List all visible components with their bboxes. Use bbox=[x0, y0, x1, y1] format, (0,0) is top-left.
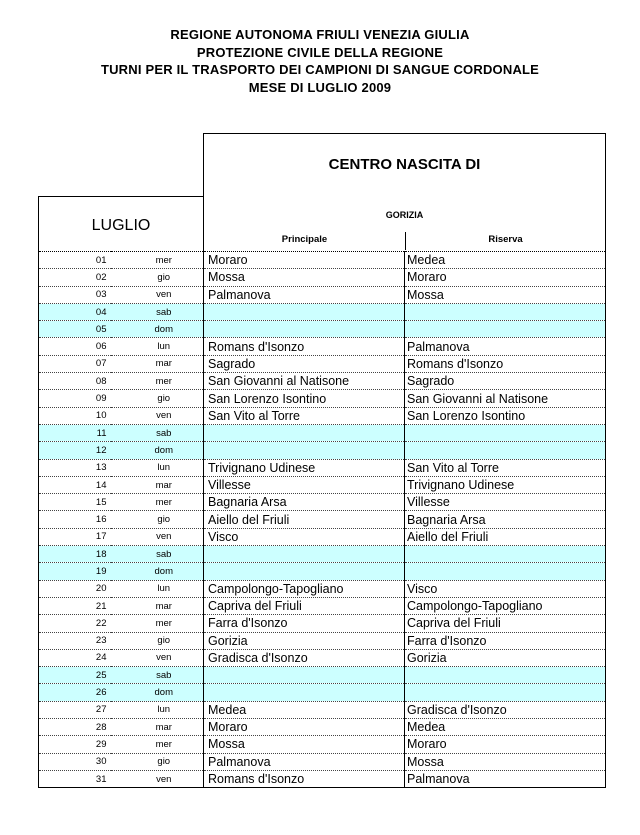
riserva-cell: Mossa bbox=[405, 753, 606, 770]
principale-cell bbox=[204, 442, 405, 459]
riserva-cell: Medea bbox=[405, 719, 606, 736]
title-department: PROTEZIONE CIVILE DELLA REGIONE bbox=[196, 44, 444, 60]
day-number: 12 bbox=[39, 442, 111, 459]
day-number: 07 bbox=[39, 355, 111, 372]
principale-cell: Palmanova bbox=[204, 753, 405, 770]
table-row bbox=[39, 546, 606, 563]
day-number: 05 bbox=[39, 321, 111, 338]
schedule-table bbox=[38, 251, 606, 788]
day-number: 18 bbox=[39, 546, 111, 563]
principale-cell: Moraro bbox=[204, 719, 405, 736]
weekday: sab bbox=[111, 303, 204, 320]
riserva-cell: Moraro bbox=[405, 269, 606, 286]
day-number: 20 bbox=[39, 580, 111, 597]
weekday: sab bbox=[111, 546, 204, 563]
day-number: 30 bbox=[39, 753, 111, 770]
principale-cell bbox=[204, 546, 405, 563]
title-subject: TURNI PER IL TRASPORTO DEI CAMPIONI DI SANGUE CORDONALE bbox=[100, 62, 540, 77]
day-number: 06 bbox=[39, 338, 111, 355]
riserva-cell: Visco bbox=[405, 580, 606, 597]
principale-cell bbox=[204, 667, 405, 684]
principale-cell bbox=[204, 563, 405, 580]
weekday: ven bbox=[111, 528, 204, 545]
day-number: 16 bbox=[39, 511, 111, 528]
table-row bbox=[39, 424, 606, 441]
month-header bbox=[38, 196, 203, 251]
table-row bbox=[39, 252, 606, 269]
weekday: lun bbox=[111, 338, 204, 355]
table-row bbox=[39, 770, 606, 787]
principale-cell bbox=[204, 424, 405, 441]
weekday: sab bbox=[111, 424, 204, 441]
table-row bbox=[39, 719, 606, 736]
riserva-cell bbox=[405, 424, 606, 441]
weekday: ven bbox=[111, 770, 204, 787]
principale-cell bbox=[204, 321, 405, 338]
principale-cell bbox=[204, 303, 405, 320]
table-row bbox=[39, 632, 606, 649]
principale-cell: Aiello del Friuli bbox=[204, 511, 405, 528]
document-title bbox=[0, 26, 640, 96]
day-number: 13 bbox=[39, 459, 111, 476]
table-row bbox=[39, 286, 606, 303]
table-row bbox=[39, 459, 606, 476]
weekday: mar bbox=[111, 476, 204, 493]
riserva-cell: Palmanova bbox=[405, 338, 606, 355]
principale-cell: San Vito al Torre bbox=[204, 407, 405, 424]
riserva-cell: Romans d'Isonzo bbox=[405, 355, 606, 372]
table-row bbox=[39, 580, 606, 597]
weekday: mar bbox=[111, 597, 204, 614]
day-number: 28 bbox=[39, 719, 111, 736]
day-number: 19 bbox=[39, 563, 111, 580]
riserva-cell: San Vito al Torre bbox=[405, 459, 606, 476]
day-number: 09 bbox=[39, 390, 111, 407]
riserva-cell: Capriva del Friuli bbox=[405, 615, 606, 632]
riserva-cell: Medea bbox=[405, 252, 606, 269]
day-number: 10 bbox=[39, 407, 111, 424]
principale-cell: Farra d'Isonzo bbox=[204, 615, 405, 632]
riserva-cell: Moraro bbox=[405, 736, 606, 753]
weekday: lun bbox=[111, 459, 204, 476]
weekday: dom bbox=[111, 684, 204, 701]
day-number: 02 bbox=[39, 269, 111, 286]
table-row bbox=[39, 373, 606, 390]
table-row bbox=[39, 701, 606, 718]
table-row bbox=[39, 528, 606, 545]
table-row bbox=[39, 390, 606, 407]
table-row bbox=[39, 355, 606, 372]
riserva-cell bbox=[405, 667, 606, 684]
day-number: 22 bbox=[39, 615, 111, 632]
day-number: 25 bbox=[39, 667, 111, 684]
riserva-cell: Sagrado bbox=[405, 373, 606, 390]
weekday: mer bbox=[111, 252, 204, 269]
table-row bbox=[39, 649, 606, 666]
title-region: REGIONE AUTONOMA FRIULI VENEZIA GIULIA bbox=[170, 27, 470, 42]
table-row bbox=[39, 511, 606, 528]
table-row bbox=[39, 684, 606, 701]
riserva-cell bbox=[405, 563, 606, 580]
day-number: 24 bbox=[39, 649, 111, 666]
riserva-cell bbox=[405, 321, 606, 338]
day-number: 08 bbox=[39, 373, 111, 390]
principale-cell: San Giovanni al Natisone bbox=[204, 373, 405, 390]
riserva-cell: Bagnaria Arsa bbox=[405, 511, 606, 528]
col-riserva-header: Riserva bbox=[405, 232, 605, 250]
weekday: lun bbox=[111, 701, 204, 718]
principale-cell: Visco bbox=[204, 528, 405, 545]
riserva-cell: Mossa bbox=[405, 286, 606, 303]
day-number: 26 bbox=[39, 684, 111, 701]
city-label: GORIZIA bbox=[385, 210, 424, 220]
weekday: sab bbox=[111, 667, 204, 684]
table-row bbox=[39, 269, 606, 286]
principale-cell: Gradisca d'Isonzo bbox=[204, 649, 405, 666]
weekday: gio bbox=[111, 753, 204, 770]
weekday: dom bbox=[111, 563, 204, 580]
table-row bbox=[39, 442, 606, 459]
principale-cell: Romans d'Isonzo bbox=[204, 338, 405, 355]
day-number: 15 bbox=[39, 494, 111, 511]
table-row bbox=[39, 303, 606, 320]
principale-cell: San Lorenzo Isontino bbox=[204, 390, 405, 407]
riserva-cell: Villesse bbox=[405, 494, 606, 511]
weekday: ven bbox=[111, 286, 204, 303]
day-number: 03 bbox=[39, 286, 111, 303]
weekday: dom bbox=[111, 442, 204, 459]
principale-cell: Campolongo-Tapogliano bbox=[204, 580, 405, 597]
title-month: MESE DI LUGLIO 2009 bbox=[248, 79, 392, 95]
day-number: 29 bbox=[39, 736, 111, 753]
day-number: 14 bbox=[39, 476, 111, 493]
centro-header bbox=[203, 133, 606, 251]
riserva-cell: Campolongo-Tapogliano bbox=[405, 597, 606, 614]
weekday: mar bbox=[111, 719, 204, 736]
weekday: mer bbox=[111, 615, 204, 632]
weekday: gio bbox=[111, 269, 204, 286]
month-label: LUGLIO bbox=[91, 217, 151, 234]
principale-cell: Romans d'Isonzo bbox=[204, 770, 405, 787]
weekday: mar bbox=[111, 355, 204, 372]
principale-cell: Gorizia bbox=[204, 632, 405, 649]
riserva-cell: Gorizia bbox=[405, 649, 606, 666]
riserva-cell: Gradisca d'Isonzo bbox=[405, 701, 606, 718]
principale-cell: Medea bbox=[204, 701, 405, 718]
table-row bbox=[39, 338, 606, 355]
riserva-cell bbox=[405, 442, 606, 459]
day-number: 31 bbox=[39, 770, 111, 787]
weekday: ven bbox=[111, 407, 204, 424]
col-principale-header: Principale bbox=[281, 234, 328, 245]
principale-cell: Bagnaria Arsa bbox=[204, 494, 405, 511]
table-row bbox=[39, 667, 606, 684]
day-number: 17 bbox=[39, 528, 111, 545]
weekday: gio bbox=[111, 632, 204, 649]
riserva-cell: Palmanova bbox=[405, 770, 606, 787]
table-row bbox=[39, 321, 606, 338]
weekday: mer bbox=[111, 736, 204, 753]
day-number: 23 bbox=[39, 632, 111, 649]
principale-cell: Capriva del Friuli bbox=[204, 597, 405, 614]
table-row bbox=[39, 753, 606, 770]
table-row bbox=[39, 563, 606, 580]
riserva-cell bbox=[405, 684, 606, 701]
riserva-cell bbox=[405, 546, 606, 563]
centro-label: CENTRO NASCITA DI bbox=[328, 156, 481, 173]
day-number: 01 bbox=[39, 252, 111, 269]
principale-cell bbox=[204, 684, 405, 701]
table-row bbox=[39, 736, 606, 753]
table-row bbox=[39, 476, 606, 493]
principale-cell: Moraro bbox=[204, 252, 405, 269]
table-row bbox=[39, 494, 606, 511]
schedule-body bbox=[39, 252, 606, 788]
day-number: 04 bbox=[39, 303, 111, 320]
table-row bbox=[39, 597, 606, 614]
principale-cell: Mossa bbox=[204, 736, 405, 753]
weekday: gio bbox=[111, 511, 204, 528]
table-row bbox=[39, 407, 606, 424]
weekday: lun bbox=[111, 580, 204, 597]
principale-cell: Trivignano Udinese bbox=[204, 459, 405, 476]
principale-cell: Sagrado bbox=[204, 355, 405, 372]
riserva-cell: Farra d'Isonzo bbox=[405, 632, 606, 649]
principale-cell: Palmanova bbox=[204, 286, 405, 303]
weekday: mer bbox=[111, 373, 204, 390]
riserva-cell bbox=[405, 303, 606, 320]
weekday: gio bbox=[111, 390, 204, 407]
table-row bbox=[39, 615, 606, 632]
riserva-cell: San Giovanni al Natisone bbox=[405, 390, 606, 407]
day-number: 27 bbox=[39, 701, 111, 718]
riserva-cell: Aiello del Friuli bbox=[405, 528, 606, 545]
principale-cell: Villesse bbox=[204, 476, 405, 493]
weekday: mer bbox=[111, 494, 204, 511]
principale-cell: Mossa bbox=[204, 269, 405, 286]
riserva-cell: San Lorenzo Isontino bbox=[405, 407, 606, 424]
day-number: 21 bbox=[39, 597, 111, 614]
riserva-cell: Trivignano Udinese bbox=[405, 476, 606, 493]
weekday: dom bbox=[111, 321, 204, 338]
day-number: 11 bbox=[39, 424, 111, 441]
weekday: ven bbox=[111, 649, 204, 666]
